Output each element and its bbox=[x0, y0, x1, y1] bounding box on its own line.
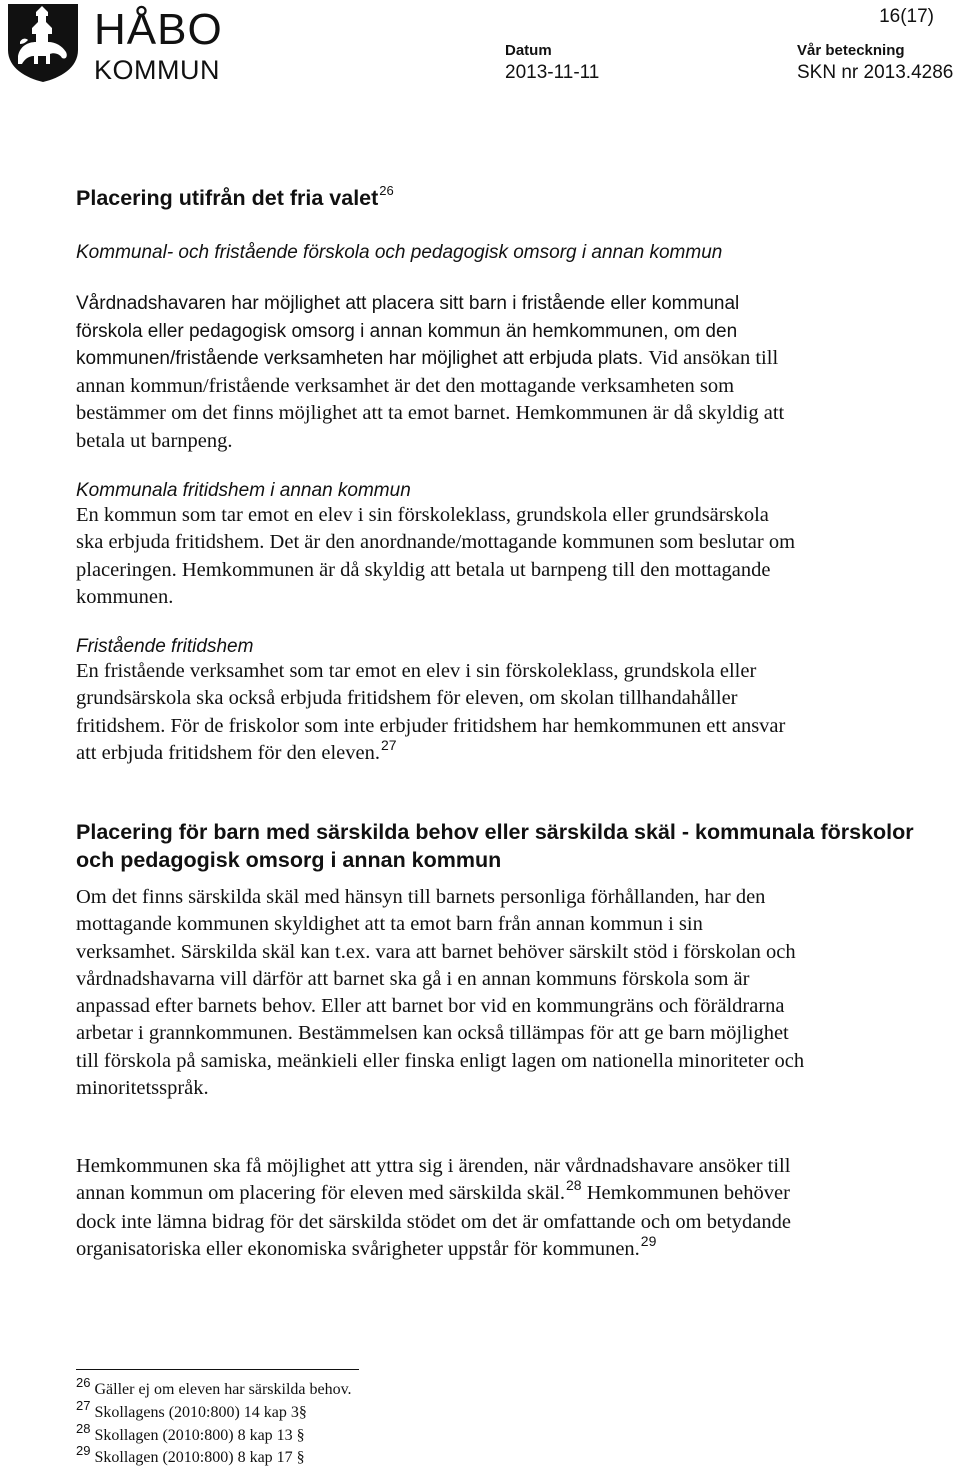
section-heading-special-needs: Placering för barn med särskilda behov eller särskilda skäl - kommunala förskolor och pedagogisk omsorg i annan kommun bbox=[76, 820, 914, 872]
footnote-number: 27 bbox=[76, 1398, 91, 1413]
municipality-crest-icon bbox=[4, 2, 82, 84]
subheading-leisure-center-other-municipality: Kommunala fritidshem i annan kommun bbox=[76, 480, 411, 501]
footnote-27 bbox=[76, 1398, 307, 1422]
paragraph-text: En fristående verksamhet som tar emot en elev i sin förskoleklass, grundskola eller grundsärskola ska också erbjuda fritidshem för eleven, om skolan tillhandahåller fritidshem. För de friskolor som inte erbjuder fritidshem har hemkommunen ett ansvar att erbjuda fritidshem för den eleven. bbox=[76, 660, 786, 764]
footnote-number: 29 bbox=[76, 1443, 91, 1458]
reference-label: Vår beteckning bbox=[797, 42, 905, 59]
paragraph-special-reasons: Om det finns särskilda skäl med hänsyn till barnets personliga förhållanden, har den mottagande kommunen skyldighet att ta emot barn från annan kommun i sin verksamhet. Särskilda skäl kan t.ex. vara att barnet behöver särskilt stöd i förskolan och vårdnadshavarna vill därför att barnet ska gå i en annan kommuns förskola som är anpassad efter barnets behov. Eller att barnet bor vid en kommungräns och föräldrarna arbetar i grannkommunen. Bestämmelsen kan också tillämpas för att ge barn möjlighet till förskola på samiska, meänkieli eller finska enligt lagen om nationella minoriteter och minoritetsspråk. bbox=[76, 886, 805, 1100]
footnote-ref: 28 bbox=[566, 1177, 582, 1194]
section-heading-free-choice bbox=[76, 183, 394, 211]
logo-name: HÅBO bbox=[94, 5, 223, 54]
footnote-text: Gäller ej om eleven har särskilda behov. bbox=[94, 1381, 352, 1398]
footnote-26 bbox=[76, 1375, 352, 1399]
heading-text: Placering utifrån det fria valet bbox=[76, 186, 379, 210]
reference-value: SKN nr 2013.4286 bbox=[797, 62, 954, 83]
paragraph-independent-leisure-center bbox=[76, 658, 796, 768]
footnote-divider bbox=[76, 1369, 359, 1370]
footnote-text: Skollagen (2010:800) 8 kap 13 § bbox=[94, 1427, 305, 1444]
footnote-number: 28 bbox=[76, 1421, 91, 1436]
date-label: Datum bbox=[505, 42, 552, 59]
footnote-text: Skollagen (2010:800) 8 kap 17 § bbox=[94, 1449, 305, 1466]
footnote-ref: 27 bbox=[380, 736, 397, 753]
date-value: 2013-11-11 bbox=[505, 62, 600, 83]
paragraph-text: Vårdnadshavaren har möjlighet att placera sitt barn i fristående eller kommunal förskola eller pedagogisk omsorg i annan kommun än hemkommunen, om den kommunen/fristående verksamheten har möjlighet att erbjuda plats. bbox=[76, 293, 740, 369]
paragraph-leisure-center-other-municipality: En kommun som tar emot en elev i sin förskoleklass, grundskola eller grundsärskola ska erbjuda fritidshem. Det är den anordnande/mottagande kommunen som beslutar om placeringen. Hemkommunen är då skyldig att betala ut barnpeng till den mottagande kommunen. bbox=[76, 504, 796, 608]
page-number: 16(17) bbox=[879, 6, 934, 27]
paragraph-preschool-other-municipality bbox=[76, 290, 801, 455]
footnote-28 bbox=[76, 1421, 305, 1445]
footnote-number: 26 bbox=[76, 1375, 91, 1390]
paragraph-home-municipality bbox=[76, 1153, 806, 1264]
logo-subtitle: KOMMUN bbox=[94, 55, 220, 85]
subheading-independent-leisure-center: Fristående fritidshem bbox=[76, 636, 254, 657]
paragraph-text: Hemkommunen behöver dock inte lämna bidrag för det särskilda stödet om det är omfattande och om betydande organisatoriska eller ekonomiska svårigheter uppstår för kommunen. bbox=[76, 1182, 791, 1260]
paragraph-text-serif: Vid ansökan till annan kommun/fristående verksamhet är det den mottagande verksamheten som bestämmer om det finns möjlighet att ta emot barnet. Hemkommunen är då skyldig att betala ut barnpeng. bbox=[76, 347, 785, 452]
footnote-text: Skollagens (2010:800) 14 kap 3§ bbox=[94, 1404, 307, 1421]
subheading-preschool-other-municipality: Kommunal- och fristående förskola och pedagogisk omsorg i annan kommun bbox=[76, 242, 723, 263]
paragraph-text: Hemkommunen ska få möjlighet att yttra sig i ärenden, när vårdnadshavare ansöker till annan kommun om placering för eleven med särskilda skäl. bbox=[76, 1155, 791, 1205]
footnote-ref: 26 bbox=[379, 183, 394, 198]
footnote-ref: 29 bbox=[640, 1232, 657, 1249]
footnote-29 bbox=[76, 1443, 305, 1467]
